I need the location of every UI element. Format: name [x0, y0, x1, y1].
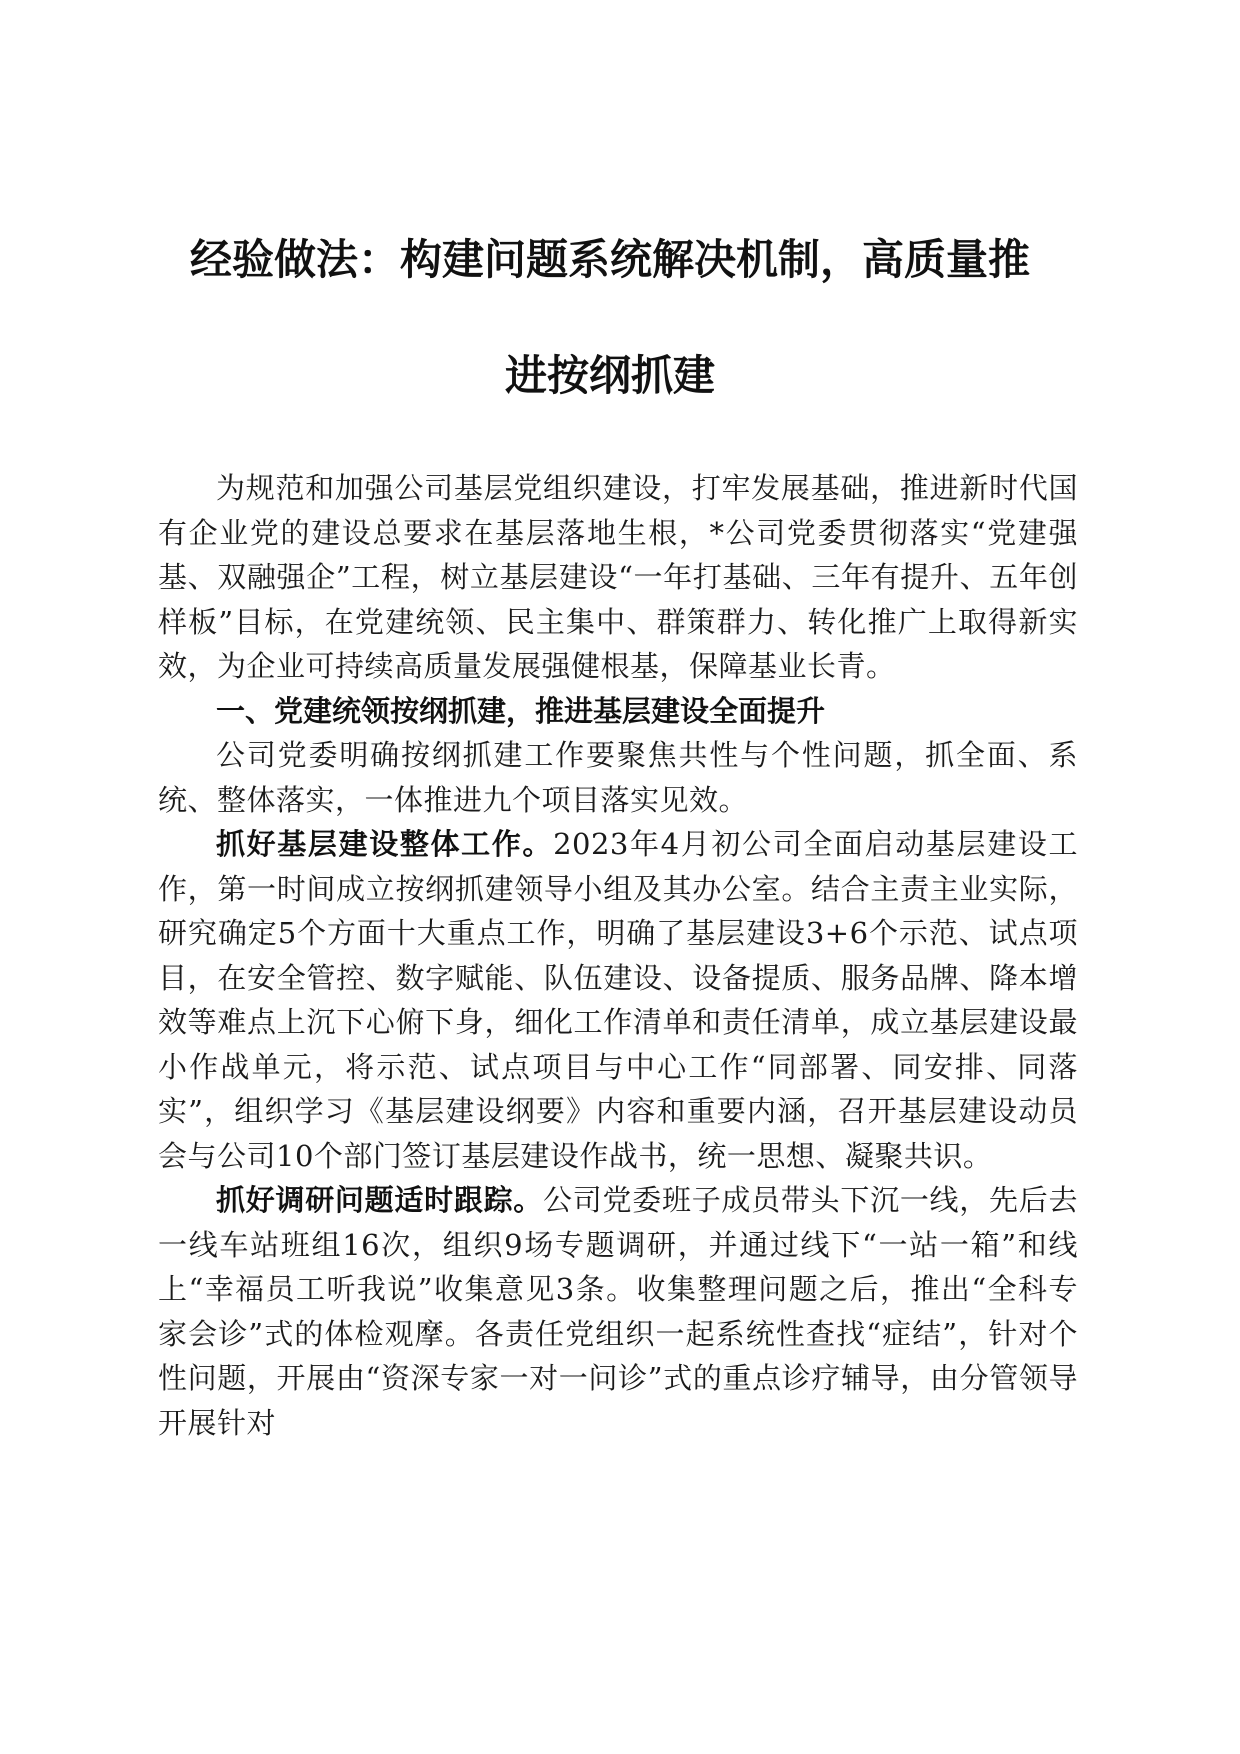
item-1-lead: 抓好基层建设整体工作。: [216, 827, 554, 861]
document-title-line-1: 经验做法：构建问题系统解决机制，高质量推: [189, 235, 1030, 284]
section-1-paragraph: 公司党委明确按纲抓建工作要聚焦共性与个性问题，抓全面、系统、整体落实，一体推进九个项目落实见效。: [158, 738, 1078, 817]
document-body: [158, 466, 1078, 1445]
document-title-line-2: 进按纲抓建: [504, 351, 715, 400]
section-1-heading: 一、党建统领按纲抓建，推进基层建设全面提升: [216, 693, 826, 728]
item-1-paragraph: [158, 822, 1078, 1178]
intro-paragraph: 为规范和加强公司基层党组织建设，打牢发展基础，推进新时代国有企业党的建设总要求在基层落地生根，*公司党委贯彻落实“党建强基、双融强企”工程，树立基层建设“一年打基础、三年有提升、五年创样板”目标，在党建统领、民主集中、群策群力、转化推广上取得新实效，为企业可持续高质量发展强健根基，保障基业长青。: [158, 471, 1078, 683]
item-2-text: 公司党委班子成员带头下沉一线，先后去一线车站班组16次，组织9场专题调研，并通过线下“一站一箱”和线上“幸福员工听我说”收集意见3条。收集整理问题之后，推出“全科专家会诊”式的体检观摩。各责任党组织一起系统性查找“症结”，针对个性问题，开展由“资深专家一对一问诊”式的重点诊疗辅导，由分管领导开展针对: [158, 1183, 1078, 1440]
item-2-paragraph: [158, 1178, 1078, 1445]
item-2-lead: 抓好调研问题适时跟踪。: [216, 1183, 544, 1217]
item-1-text: 2023年4月初公司全面启动基层建设工作，第一时间成立按纲抓建领导小组及其办公室。结合主责主业实际，研究确定5个方面十大重点工作，明确了基层建设3+6个示范、试点项目，在安全管控、数字赋能、队伍建设、设备提质、服务品牌、降本增效等难点上沉下心俯下身，细化工作清单和责任清单，成立基层建设最小作战单元，将示范、试点项目与中心工作“同部署、同安排、同落实”，组织学习《基层建设纲要》内容和重要内涵，召开基层建设动员会与公司10个部门签订基层建设作战书，统一思想、凝聚共识。: [158, 827, 1078, 1173]
